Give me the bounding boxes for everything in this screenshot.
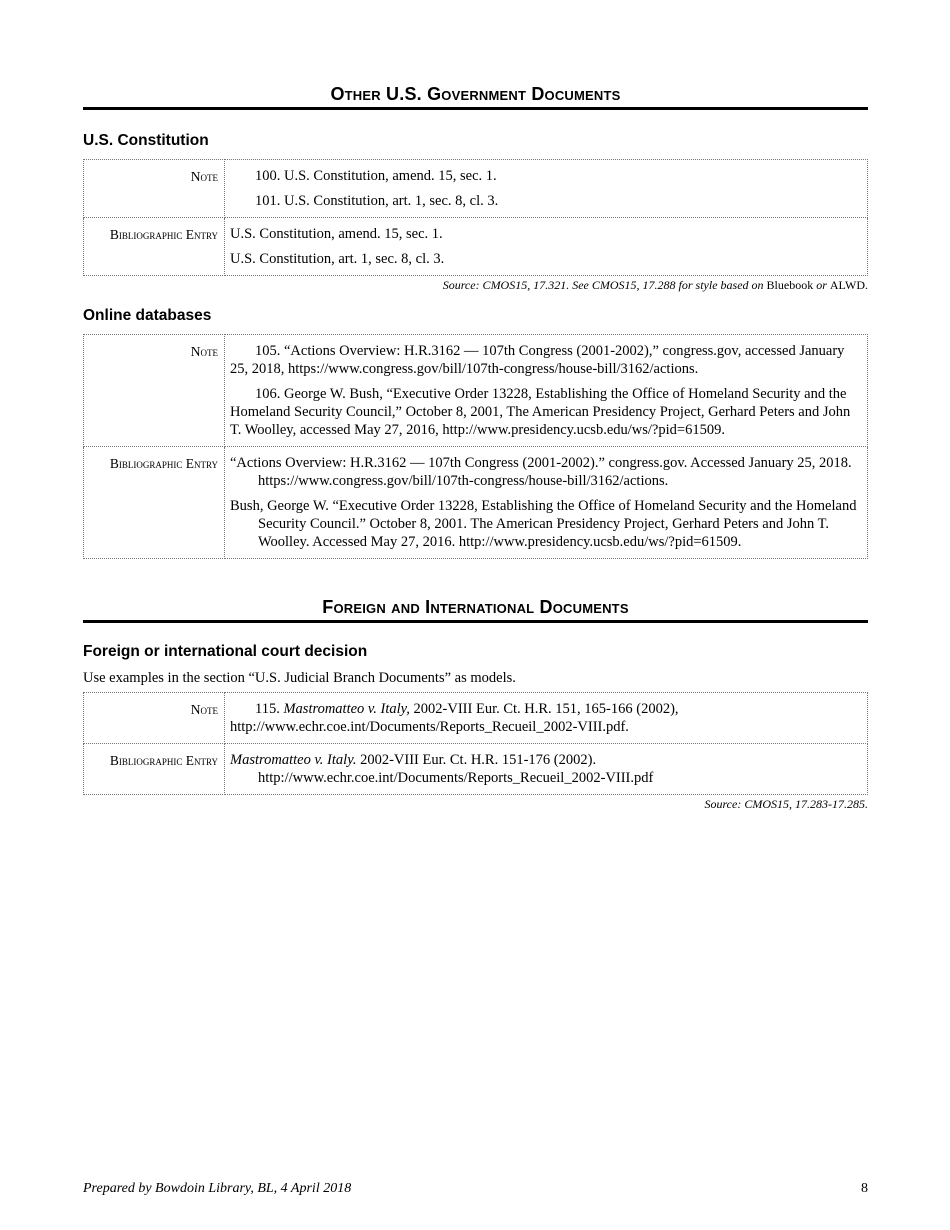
source-citation (83, 278, 868, 293)
databases-citation-table (83, 334, 868, 559)
section-title-us-government: Other U.S. Government Documents (83, 84, 868, 110)
bib-rest: 2002-VIII Eur. Ct. H.R. 151-176 (2002). http://www.echr.coe.int/Documents/Reports_Recueil_2002-VIII.pdf (258, 752, 654, 786)
page-footer (83, 1181, 868, 1197)
case-name: Mastromatteo v. Italy, (283, 701, 410, 717)
note-label: Note (84, 160, 225, 218)
bibliographic-entry-label: Bibliographic Entry (84, 447, 225, 559)
bibliographic-entry-label: Bibliographic Entry (84, 218, 225, 276)
note-label: Note (84, 693, 225, 744)
note-row (84, 335, 868, 447)
note-entry: 105. “Actions Overview: H.R.3162 — 107th Congress (2001-2002),” congress.gov, accessed January 25, 2018, https://www.congress.gov/bill/107th-congress/house-bill/3162/actions. (230, 343, 845, 377)
note-cell (225, 160, 868, 218)
source-citation: Source: CMOS15, 17.283-17.285. (704, 797, 868, 811)
intro-text: Use examples in the section “U.S. Judicial Branch Documents” as models. (83, 670, 516, 686)
bibliography-cell (225, 744, 868, 795)
note-row (84, 160, 868, 218)
page-number: 8 (861, 1181, 868, 1196)
note-cell (225, 335, 868, 447)
constitution-citation-table (83, 159, 868, 276)
note-entry: 100. U.S. Constitution, amend. 15, sec. 1. (255, 168, 497, 184)
prepared-by: Prepared by Bowdoin Library, BL, 4 April 2018 (83, 1181, 352, 1196)
subheading-us-constitution: U.S. Constitution (83, 132, 209, 149)
document-page (83, 0, 868, 812)
bibliography-row (84, 744, 868, 795)
bibliography-entry: Bush, George W. “Executive Order 13228, Establishing the Office of Homeland Security and the Homeland Security Council.” October 8, 2001. The American Presidency Project, Gerhard Peters and John T. Woolley. Accessed May 27, 2016. http://www.presidency.ucsb.edu/ws/?pid=61509. (230, 498, 857, 550)
source-or: or (813, 278, 830, 292)
section-title-foreign-international: Foreign and International Documents (83, 597, 868, 623)
note-rest: 2002-VIII Eur. Ct. H.R. 151, 165-166 (2002), http://www.echr.coe.int/Documents/Reports_Recueil_2002-VIII.pdf. (230, 701, 679, 735)
bibliography-entry: U.S. Constitution, art. 1, sec. 8, cl. 3. (230, 251, 445, 267)
source-bluebook: Bluebook (766, 278, 814, 292)
bibliography-entry: “Actions Overview: H.R.3162 — 107th Congress (2001-2002).” congress.gov. Accessed January 25, 2018. https://www.congress.gov/bill/107th-congress/house-bill/3162/actions. (230, 455, 852, 489)
note-entry: 106. George W. Bush, “Executive Order 13228, Establishing the Office of Homeland Security and the Homeland Security Council,” October 8, 2001, The American Presidency Project, Gerhard Peters and John T. Woolley, accessed May 27, 2016, http://www.presidency.ucsb.edu/ws/?pid=61509. (230, 386, 851, 438)
subheading-online-databases: Online databases (83, 307, 212, 324)
subheading-court-decision: Foreign or international court decision (83, 643, 368, 660)
bibliography-row (84, 218, 868, 276)
note-row (84, 693, 868, 744)
bibliography-cell (225, 447, 868, 559)
note-cell (225, 693, 868, 744)
bibliography-cell (225, 218, 868, 276)
bibliographic-entry-label: Bibliographic Entry (84, 744, 225, 795)
source-text: Source: CMOS15, 17.321. See CMOS15, 17.288 for style based on (442, 278, 767, 292)
note-entry: 101. U.S. Constitution, art. 1, sec. 8, cl. 3. (255, 193, 499, 209)
note-entry (230, 700, 861, 736)
source-alwd: ALWD. (829, 278, 868, 292)
case-name: Mastromatteo v. Italy. (230, 752, 357, 768)
court-citation-table (83, 692, 868, 795)
note-label: Note (84, 335, 225, 447)
bibliography-entry: U.S. Constitution, amend. 15, sec. 1. (230, 226, 443, 242)
bibliography-row (84, 447, 868, 559)
note-number: 115. (255, 701, 284, 717)
bibliography-entry (230, 751, 861, 787)
